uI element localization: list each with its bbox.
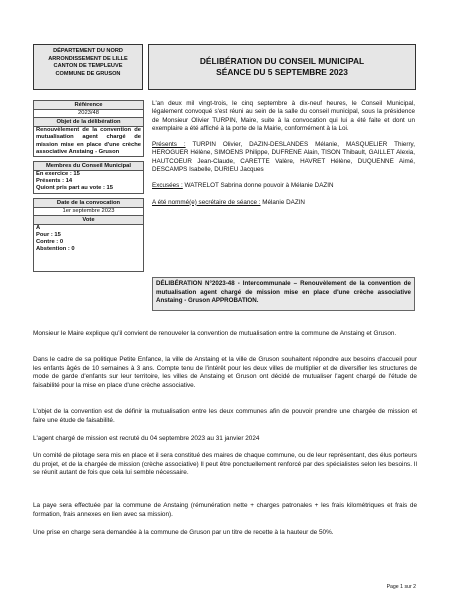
- body-paragraph-7: [33, 529, 417, 538]
- objet-label: Objet de la délibération: [33, 118, 144, 127]
- votants-count: Quiont pris part au vote : 15: [36, 185, 113, 192]
- presents-paragraph: [152, 141, 415, 174]
- secretaire-paragraph: [152, 199, 415, 207]
- body-paragraph-3: [33, 408, 417, 425]
- excuses-text: WATRELOT Sabrina donne pouvoir à Mélanie DAZIN: [182, 182, 334, 190]
- vote-results: [33, 225, 144, 272]
- body-p3: L'objet de la convention est de définir la mutualisation entre les deux communes afin de pouvoir prendre une chargée de mission et faire une étude de faisabilité.: [33, 408, 417, 424]
- dept-line-4: COMMUNE DE GRUSON: [55, 70, 121, 77]
- membres-label: Membres du Conseil Municipal: [33, 161, 144, 171]
- session-date-title: SÉANCE DU 5 SEPTEMBRE 2023: [216, 67, 348, 77]
- body-p4: L'agent chargé de mission est recruté du 04 septembre 2023 au 31 janvier 2024: [33, 435, 260, 442]
- convocation-date: 1er septembre 2023: [33, 208, 144, 216]
- department-header-box: [33, 44, 143, 90]
- vote-abstention: Abstention : 0: [36, 246, 75, 253]
- body-paragraph-6: [33, 502, 417, 519]
- body-paragraph-1: [33, 330, 417, 339]
- objet-text: Renouvèlement de la convention de mutualisation agent chargé de mission mise en place d'une crèche associative Anstaing - Gruson: [33, 127, 144, 157]
- session-intro: L'an deux mil vingt-trois, le cinq septembre à dix-neuf heures, le Conseil Municipal, légalement convoqué s'est réuni au sein de la salle du conseil municipal, sous la présidence de Monsieur Olivier TURPIN, Maire, suite à la convocation qui lui a été faite et dont un exemplaire a été affiché à la porte de la Mairie, conformément à la Loi.: [152, 100, 415, 132]
- body-p1: Monsieur le Maire explique qu'il convient de renouveler la convention de mutualisation entre la commune de Anstaing et Gruson.: [33, 330, 397, 337]
- page-number: Page 1 sur 2: [386, 584, 416, 590]
- secretaire-name: Mélanie DAZIN: [260, 198, 305, 206]
- vote-pour: Pour : 15: [36, 232, 61, 239]
- body-p5: Un comité de pilotage sera mis en place et il sera constitué des maires de chaque commune, ou de leur représentant, des élus porteurs du projet, et de la chargée de mission (crèche associative) Il peut être ponctuellement renforcé par des spécialistes selon les besoins. Il se réunit autant de fois que cela lui semble nécessaire.: [33, 452, 417, 477]
- vote-label: Vote: [33, 216, 144, 225]
- vote-contre: Contre : 0: [36, 239, 64, 246]
- reference-label: Référence: [33, 100, 144, 110]
- convocation-label: Date de la convocation: [33, 198, 144, 208]
- session-details: [152, 100, 415, 207]
- deliberation-title-box: DÉLIBÉRATION N°2023-48 - Intercommunale – Renouvèlement de la convention de mutualisation agent chargé de mission mise en place d'une crèche associative Anstaing - Gruson APPROBATION.: [152, 277, 415, 311]
- body-p6: La paye sera effectuée par la commune de Anstaing (rémunération nette + charges patronales + les frais kilométriques et frais de formation, frais annexes en lien avec sa mission).: [33, 502, 417, 518]
- dept-line-2: ARRONDISSEMENT DE LILLE: [48, 55, 128, 62]
- body-paragraph-5: [33, 452, 417, 478]
- document-title: DÉLIBÉRATION DU CONSEIL MUNICIPAL: [199, 56, 365, 66]
- document-title-box: [148, 44, 416, 90]
- dept-line-1: DÉPARTEMENT DU NORD: [53, 48, 123, 54]
- secretaire-label: A été nommé(e) secrétaire de séance :: [152, 198, 261, 206]
- presents-count: Présents : 14: [36, 178, 73, 185]
- excuses-paragraph: [152, 182, 415, 190]
- presents-list: TURPIN Olivier, DAZIN-DESLANDES Mélanie, MASQUELIER Thierry, HEROGUER Hélène, SIMOENS Philippe, DUFRENE Alain, TISON Thibault, GAILLET Alexia, HAUTCOEUR Jean-Claude, CARETTE Valère, HAVRET Hélène, DUQUENNE Aimé, DESCAMPS Isabelle, DURIEU Jacques: [152, 141, 415, 174]
- reference-value: 2023/48: [33, 110, 144, 118]
- side-info-panel: [33, 100, 144, 272]
- presents-label: Présents :: [152, 141, 186, 149]
- vote-a: A: [36, 224, 41, 231]
- body-p7: Une prise en charge sera demandée à la commune de Gruson par un titre de recette à la hauteur de 50%.: [33, 529, 334, 536]
- body-p2: Dans le cadre de sa politique Petite Enfance, la ville de Anstaing et la ville de Gruson souhaitent répondre aux besoins d'accueil pour les enfants âgés de 10 semaines à 3 ans. Compte tenu de l'intérêt pour les deux villes de multiplier et de diversifier les structures de mode de garde d'enfants sur leur territoire, les villes de Anstaing et Gruson ont décidé de mutualiser l'agent chargé de l'étude de faisabilité pour la mise en place d'une crèche associative.: [33, 356, 417, 389]
- dept-line-3: CANTON DE TEMPLEUVE: [53, 63, 123, 70]
- body-paragraph-4: [33, 435, 417, 444]
- body-paragraph-2: [33, 356, 417, 390]
- en-exercice: En exercice : 15: [36, 171, 80, 178]
- membres-counts: [33, 171, 144, 194]
- excuses-label: Excusées :: [152, 182, 183, 190]
